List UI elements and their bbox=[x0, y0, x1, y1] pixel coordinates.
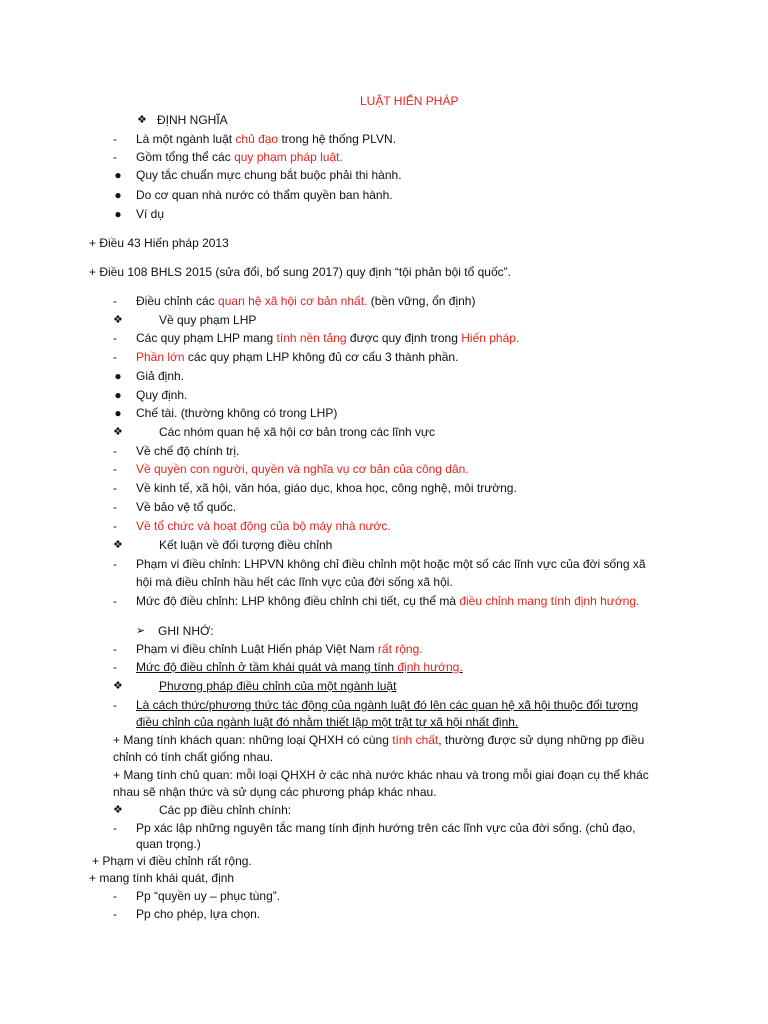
heading-phuong-phap: Phương pháp điều chỉnh của một ngành luật bbox=[159, 679, 397, 693]
heading-quy-pham: Về quy phạm LHP bbox=[159, 313, 257, 327]
line-19: Phạm vi điều chỉnh: LHPVN không chỉ điều chỉnh một hoặc một số các lĩnh vực của đời sống xã bbox=[136, 557, 646, 571]
line-9: Các quy phạm LHP mang tính nền tảng được quy định trong Hiến pháp. bbox=[136, 331, 520, 345]
diamond-bullet-icon: ❖ bbox=[113, 804, 123, 816]
heading-ket-luan: Kết luận về đối tượng điều chỉnh bbox=[159, 538, 333, 552]
heading-cac-pp: Các pp điều chỉnh chính: bbox=[159, 803, 292, 817]
dash-bullet-icon: - bbox=[113, 642, 117, 656]
dot-bullet-icon: ● bbox=[114, 168, 122, 182]
dot-bullet-icon: ● bbox=[114, 188, 122, 202]
line-27: + Phạm vi điều chỉnh rất rộng. bbox=[92, 854, 252, 868]
line-29: Pp “quyền uy – phục tùng”. bbox=[136, 889, 281, 903]
heading-dinh-nghia: ĐỊNH NGHĨA bbox=[157, 113, 228, 127]
line-23-cont: điều chỉnh của ngành luật đó nhằm thiết lập một trật tự xã hội nhất định. bbox=[136, 715, 519, 729]
line-10: Phần lớn các quy phạm LHP không đủ cơ cấu 3 thành phần. bbox=[136, 350, 459, 364]
line-17: Về bảo vệ tổ quốc. bbox=[136, 500, 237, 514]
dot-bullet-icon: ● bbox=[114, 369, 122, 383]
dash-bullet-icon: - bbox=[113, 889, 117, 903]
arrow-bullet-icon: ➢ bbox=[136, 625, 146, 637]
line-7: + Điều 108 BHLS 2015 (sửa đổi, bổ sung 2017) quy định “tội phản bội tổ quốc”. bbox=[89, 265, 511, 279]
line-2: Gồm tổng thể các quy phạm pháp luật. bbox=[136, 150, 343, 164]
line-19-cont: hội mà điều chỉnh hầu hết các lĩnh vực của đời sống xã hội. bbox=[136, 575, 453, 589]
line-20: Mức độ điều chỉnh: LHP không điều chỉnh chi tiết, cụ thể mà điều chỉnh mang tính định hướng. bbox=[136, 594, 640, 608]
dash-bullet-icon: - bbox=[113, 519, 117, 533]
line-26: Pp xác lập những nguyên tắc mang tính định hướng trên các lĩnh vực của đời sống. (chủ đạo, bbox=[136, 821, 636, 835]
dash-bullet-icon: - bbox=[113, 444, 117, 458]
dash-bullet-icon: - bbox=[113, 331, 117, 345]
line-3: Quy tắc chuẩn mực chung bắt buộc phải thi hành. bbox=[136, 168, 402, 182]
dash-bullet-icon: - bbox=[113, 907, 117, 921]
diamond-bullet-icon: ❖ bbox=[137, 114, 147, 126]
line-5: Ví dụ bbox=[136, 207, 165, 221]
line-26-cont: quan trọng.) bbox=[136, 837, 201, 851]
dash-bullet-icon: - bbox=[113, 557, 117, 571]
dash-bullet-icon: - bbox=[113, 594, 117, 608]
line-8: Điều chỉnh các quan hệ xã hội cơ bản nhất. (bền vững, ổn định) bbox=[136, 294, 476, 308]
line-30: Pp cho phép, lựa chọn. bbox=[136, 907, 261, 921]
line-15: Về quyền con người, quyền và nghĩa vụ cơ bản của công dân. bbox=[136, 462, 469, 476]
dash-bullet-icon: - bbox=[113, 660, 117, 674]
line-16: Về kinh tế, xã hội, văn hóa, giáo dục, khoa học, công nghệ, môi trường. bbox=[136, 481, 517, 495]
document-title: LUẬT HIẾN PHÁP bbox=[360, 94, 459, 108]
line-25-cont: nhau sẽ nhận thức và sử dụng các phương pháp khác nhau. bbox=[113, 785, 437, 799]
dash-bullet-icon: - bbox=[113, 821, 117, 835]
line-25: + Mang tính chủ quan: mỗi loại QHXH ở các nhà nước khác nhau và trong mỗi giai đoạn cụ thể khác bbox=[113, 768, 649, 782]
line-24-cont: chỉnh có tính chất giống nhau. bbox=[113, 750, 274, 764]
diamond-bullet-icon: ❖ bbox=[113, 426, 123, 438]
line-28: + mang tính khái quát, định bbox=[89, 871, 235, 885]
dash-bullet-icon: - bbox=[113, 698, 117, 712]
dot-bullet-icon: ● bbox=[114, 388, 122, 402]
diamond-bullet-icon: ❖ bbox=[113, 539, 123, 551]
line-24: + Mang tính khách quan: những loại QHXH có cùng tính chất, thường được sử dụng những pp điều bbox=[113, 733, 645, 747]
dash-bullet-icon: - bbox=[113, 500, 117, 514]
line-21: Phạm vi điều chỉnh Luật Hiến pháp Việt Nam rất rộng. bbox=[136, 642, 423, 656]
dot-bullet-icon: ● bbox=[114, 207, 122, 221]
line-6: + Điều 43 Hiến pháp 2013 bbox=[89, 236, 229, 250]
line-14: Về chế độ chính trị. bbox=[136, 444, 240, 458]
line-1: Là một ngành luật chủ đạo trong hệ thống PLVN. bbox=[136, 132, 396, 146]
line-12: Quy định. bbox=[136, 388, 188, 402]
line-13: Chế tài. (thường không có trong LHP) bbox=[136, 406, 338, 420]
diamond-bullet-icon: ❖ bbox=[113, 314, 123, 326]
dash-bullet-icon: - bbox=[113, 132, 117, 146]
line-22: Mức độ điều chỉnh ở tầm khái quát và mang tính định hướng. bbox=[136, 660, 463, 674]
dash-bullet-icon: - bbox=[113, 462, 117, 476]
heading-ghi-nho: GHI NHỚ: bbox=[158, 624, 214, 638]
dash-bullet-icon: - bbox=[113, 481, 117, 495]
diamond-bullet-icon: ❖ bbox=[113, 680, 123, 692]
heading-nhom: Các nhóm quan hệ xã hội cơ bản trong các lĩnh vực bbox=[159, 425, 436, 439]
line-4: Do cơ quan nhà nước có thẩm quyền ban hành. bbox=[136, 188, 393, 202]
dash-bullet-icon: - bbox=[113, 150, 117, 164]
dash-bullet-icon: - bbox=[113, 294, 117, 308]
line-23: Là cách thức/phương thức tác động của ngành luật đó lên các quan hệ xã hội thuộc đối tượng bbox=[136, 698, 639, 712]
line-11: Giả định. bbox=[136, 369, 185, 383]
dot-bullet-icon: ● bbox=[114, 406, 122, 420]
line-18: Về tổ chức và hoạt động của bộ máy nhà nước. bbox=[136, 519, 391, 533]
dash-bullet-icon: - bbox=[113, 350, 117, 364]
